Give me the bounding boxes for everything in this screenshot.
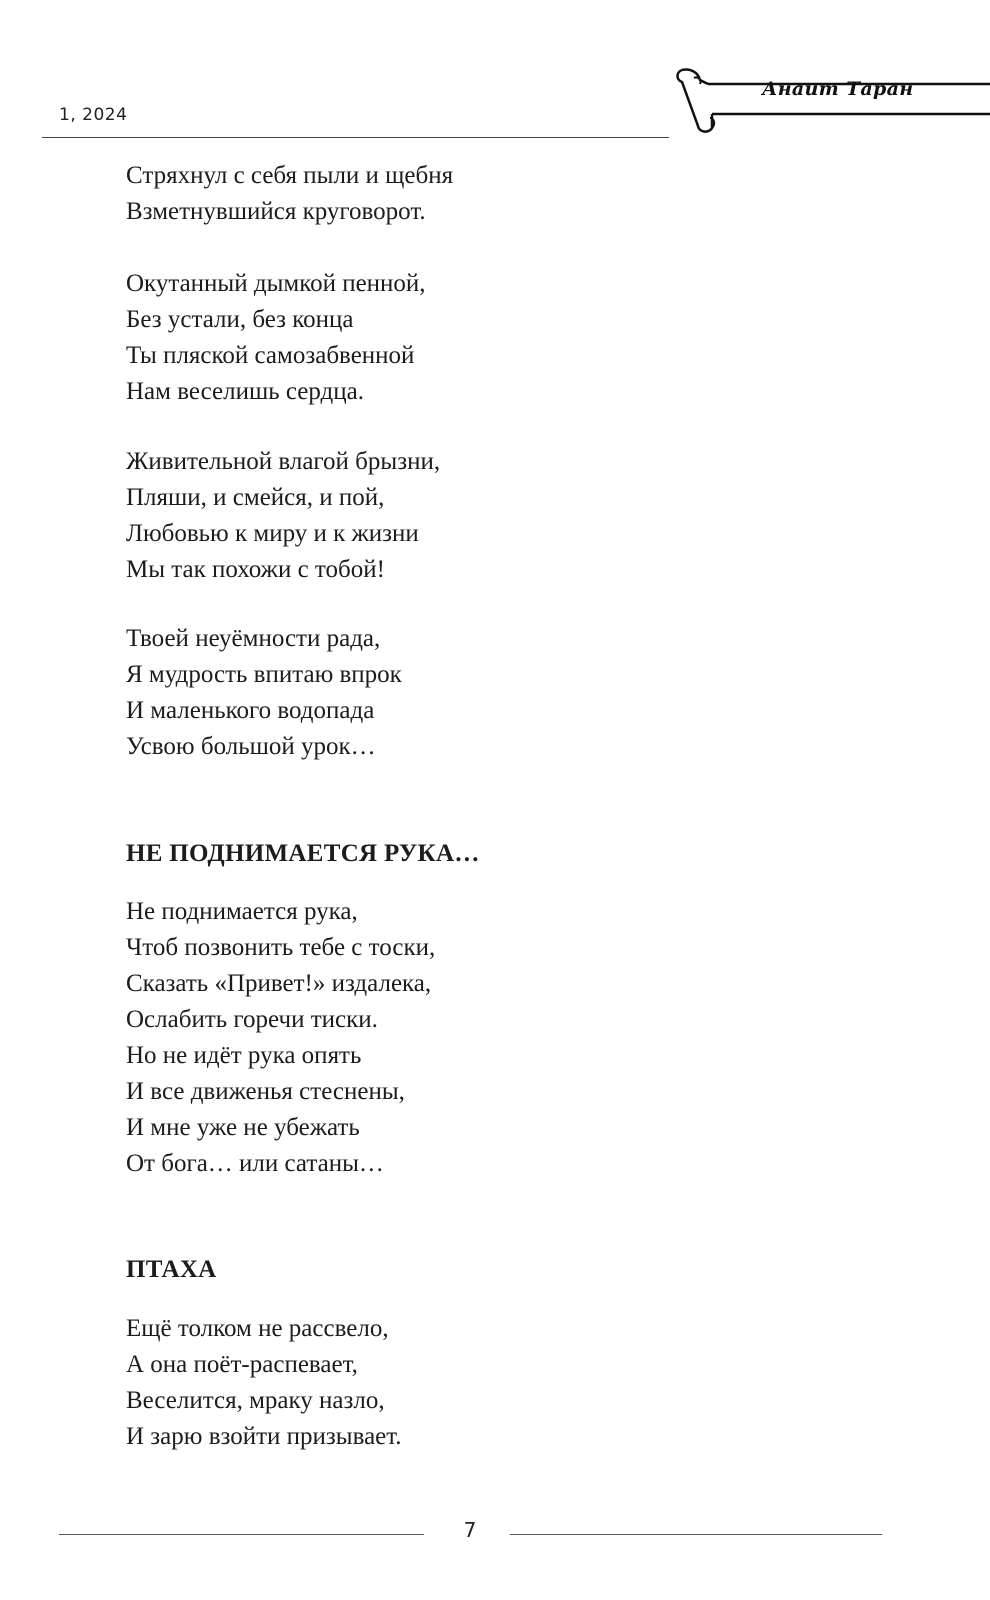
- footer-rule-left: [59, 1534, 424, 1535]
- header-rule: [42, 137, 669, 138]
- poem-line: Взметнувшийся круговорот.: [126, 198, 426, 225]
- poem-title: ПТАХА: [126, 1256, 217, 1283]
- poem-line: И маленького водопада: [126, 697, 375, 724]
- poem-line: Любовью к миру и к жизни: [126, 520, 419, 547]
- poem-line: Я мудрость впитаю впрок: [126, 661, 402, 688]
- poem-line: Без устали, без конца: [126, 306, 354, 333]
- poem-line: Не поднимается рука,: [126, 898, 358, 925]
- poem-line: И все движенья стеснены,: [126, 1078, 405, 1105]
- poem-line: Ещё толком не рассвело,: [126, 1315, 389, 1342]
- author-name: Анаит Таран: [762, 78, 914, 100]
- poem-line: Чтоб позвонить тебе с тоски,: [126, 934, 436, 961]
- stanza-3: [126, 444, 440, 588]
- poem-line: Сказать «Привет!» издалека,: [126, 970, 432, 997]
- poem-line: Живительной влагой брызни,: [126, 448, 441, 475]
- poem-line: Но не идёт рука опять: [126, 1042, 362, 1069]
- poem-3-body: [126, 1311, 402, 1455]
- poem-line: Окутанный дымкой пенной,: [126, 270, 426, 297]
- page-number: 7: [463, 1518, 477, 1542]
- stanza-2: [126, 266, 426, 410]
- poem-line: Стряхнул с себя пыли и щебня: [126, 162, 454, 189]
- poem-line: Ослабить горечи тиски.: [126, 1006, 378, 1033]
- poem-line: А она поёт-распевает,: [126, 1351, 358, 1378]
- poem-line: Ты пляской самозабвенной: [126, 342, 415, 369]
- poem-line: Усвою большой урок…: [126, 733, 376, 760]
- stanza-1: [126, 158, 453, 230]
- poem-2-body: [126, 894, 435, 1182]
- issue-number: 1, 2024: [59, 105, 128, 125]
- stanza-4: [126, 621, 402, 765]
- poem-line: Пляши, и смейся, и пой,: [126, 484, 385, 511]
- poem-line: Веселится, мраку назло,: [126, 1387, 385, 1414]
- poem-line: И зарю взойти призывает.: [126, 1423, 402, 1450]
- poem-line: И мне уже не убежать: [126, 1114, 360, 1141]
- footer-rule-right: [510, 1534, 882, 1535]
- poem-line: От бога… или сатаны…: [126, 1150, 384, 1177]
- poem-line: Нам веселишь сердца.: [126, 378, 364, 405]
- scroll-banner-icon: [672, 64, 990, 136]
- poem-line: Твоей неуёмности рада,: [126, 625, 381, 652]
- poem-title: НЕ ПОДНИМАЕТСЯ РУКА…: [126, 840, 480, 867]
- poem-line: Мы так похожи с тобой!: [126, 556, 385, 583]
